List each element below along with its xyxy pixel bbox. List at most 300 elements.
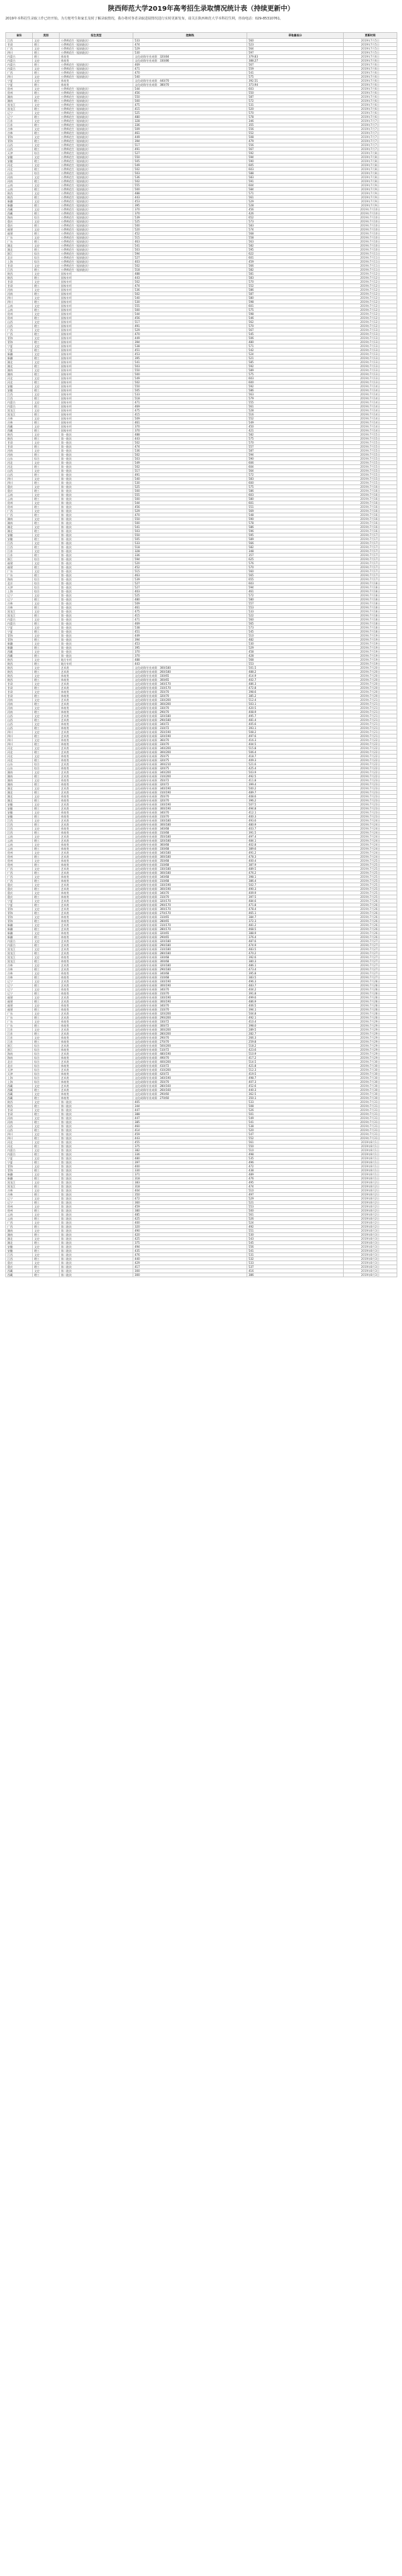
cell-category: 文史 [33,352,60,357]
cell-min-score: 487.6 [247,940,344,944]
cell-control-line: 509 [133,417,247,421]
cell-control-line: 475 [133,610,247,614]
cell-category: 文史 [33,1036,60,1040]
cell-province: 内蒙古 [6,59,33,63]
cell-category: 理工 [33,1040,60,1044]
cell-province: 青海 [6,634,33,638]
cell-control-line: 502 [133,381,247,385]
cell-min-score: 392.51 [247,79,344,83]
cell-control-line: 549 [133,164,247,168]
cell-min-score: 578 [247,521,344,525]
cell-control-line: 文化成绩/专业成绩：330/180 [133,867,247,871]
cell-control-line: 文化成绩/专业成绩：320/70 [133,694,247,698]
cell-min-score: 472 [247,1165,344,1169]
cell-admission-type: 第二批次 [60,1137,133,1141]
cell-admission-type: 第一批次 [60,445,133,449]
cell-control-line: 文化成绩/专业成绩：330/68 [133,847,247,851]
cell-update-time: 2019年7月12日 [344,324,397,328]
cell-province: 广东 [6,1020,33,1024]
cell-province: 安徽 [6,389,33,393]
cell-control-line: 文化成绩/专业成绩：310/190 [133,791,247,795]
cell-category: 文史 [33,602,60,606]
cell-category: 理工 [33,919,60,923]
cell-province: 黑龙江 [6,956,33,960]
cell-category: 理工 [33,248,60,252]
cell-min-score: 566 [247,264,344,268]
cell-min-score: 606 [247,461,344,465]
cell-province: 河北 [6,751,33,755]
cell-province: 四川 [6,296,33,300]
cell-province: 内蒙古 [6,1153,33,1157]
cell-control-line: 502 [133,180,247,184]
cell-admission-type: 公费师范生（提前批次） [60,111,133,115]
cell-control-line: 文化成绩/专业成绩：330/190 [133,883,247,887]
cell-admission-type: 公费师范生（提前批次） [60,164,133,168]
cell-control-line: 文化成绩/专业成绩：300/190 [133,1000,247,1004]
cell-update-time: 2019年7月16日 [344,517,397,521]
cell-control-line: 525 [133,485,247,489]
cell-min-score: 523 [247,43,344,47]
cell-update-time: 2019年7月10日 [344,224,397,228]
cell-admission-type: 体育类 [60,710,133,714]
cell-admission-type: 艺术类 [60,1028,133,1032]
cell-min-score: 550 [247,1145,344,1149]
cell-province: 江西 [6,541,33,545]
cell-province: 河北 [6,461,33,465]
cell-min-score: 560 [247,618,344,622]
cell-update-time: 2019年7月24日 [344,835,397,839]
cell-category: 文史 [33,47,60,51]
cell-category: 文史 [33,803,60,807]
cell-category: 文史 [33,280,60,284]
cell-admission-type: 公费师范生（提前批次） [60,91,133,95]
cell-category: 文史 [33,1245,60,1249]
cell-category: 综合 [33,216,60,220]
cell-control-line: 文化成绩/专业成绩：340/200 [133,771,247,775]
cell-category: 文史 [33,827,60,831]
cell-province: 贵州 [6,855,33,859]
cell-min-score: 484.1 [247,839,344,843]
cell-category: 理工 [33,489,60,493]
cell-control-line: 394 [133,139,247,143]
cell-category: 理工 [33,421,60,425]
cell-control-line: 414 [133,1129,247,1133]
cell-update-time: 2019年7月25日 [344,863,397,867]
cell-control-line: 文化成绩/专业成绩：320/180 [133,714,247,718]
cell-control-line: 文化成绩/专业成绩：290/200 [133,1016,247,1020]
cell-control-line: 375 [133,1145,247,1149]
cell-update-time: 2019年7月25日 [344,891,397,895]
cell-min-score: 496 [247,1161,344,1165]
cell-update-time: 2019年7月29日 [344,1044,397,1048]
cell-min-score: 395.8 [247,972,344,976]
cell-province: 宁夏 [6,83,33,87]
cell-update-time: 2019年7月16日 [344,525,397,529]
cell-min-score: 565 [247,574,344,578]
cell-control-line: 488 [133,272,247,276]
cell-admission-type: 公费师范生（提前批次） [60,95,133,99]
cell-control-line: 397 [133,1161,247,1165]
cell-province: 黑龙江 [6,103,33,107]
cell-province: 山西 [6,320,33,324]
cell-update-time: 2019年8月3日 [344,1241,397,1245]
cell-min-score: 474.9 [247,944,344,948]
cell-category: 理工 [33,316,60,320]
cell-province: 广东 [6,1012,33,1016]
cell-province: 江西 [6,545,33,550]
cell-min-score: 601 [247,256,344,260]
cell-admission-type: 艺术类 [60,787,133,791]
cell-control-line: 520 [133,562,247,566]
cell-category: 文史 [33,658,60,662]
cell-control-line: 461 [133,606,247,610]
cell-min-score: 497.4 [247,835,344,839]
cell-control-line: 435 [133,1249,247,1253]
cell-category: 理工 [33,944,60,948]
cell-admission-type: 第二批次 [60,1213,133,1217]
cell-update-time: 2019年7月18日 [344,618,397,622]
cell-min-score: 465.1 [247,911,344,915]
cell-province: 河北 [6,755,33,759]
cell-update-time: 2019年7月26日 [344,899,397,903]
cell-control-line: 475 [133,409,247,413]
cell-province: 江西 [6,1257,33,1261]
cell-control-line: 文化成绩/专业成绩：310/70 [133,992,247,996]
cell-category: 文史 [33,1157,60,1161]
cell-admission-type: 公费师范生（提前批次） [60,192,133,196]
cell-province: 黑龙江 [6,960,33,964]
cell-min-score: 425.4 [247,767,344,771]
cell-province: 安徽 [6,807,33,811]
cell-province: 云南 [6,847,33,851]
cell-admission-type: 体育类 [60,1040,133,1044]
cell-min-score: 512.4 [247,698,344,702]
page-title: 陕西师范大学2019年高考招生录取情况统计表（持续更新中） [108,5,294,13]
cell-admission-type: 艺术类 [60,867,133,871]
cell-min-score: 584 [247,188,344,192]
cell-admission-type: 第一批次 [60,634,133,638]
cell-province: 江苏 [6,1028,33,1032]
cell-min-score: 400.3 [247,815,344,819]
cell-province: 西藏 [6,654,33,658]
cell-min-score: 545 [247,332,344,336]
cell-province: 甘肃 [6,690,33,694]
cell-update-time: 2019年7月9日 [344,200,397,204]
cell-min-score: 408.9 [247,710,344,714]
cell-province: 黑龙江 [6,107,33,111]
cell-control-line: 文化成绩/专业成绩：280/180 [133,952,247,956]
cell-update-time: 2019年7月27日 [344,948,397,952]
cell-admission-type: 公费师范生（提前批次） [60,123,133,127]
cell-update-time: 2019年7月14日 [344,405,397,409]
cell-category: 理工 [33,131,60,135]
cell-min-score: 289.5 [247,1028,344,1032]
cell-province: 辽宁 [6,115,33,119]
cell-admission-type: 第一批次 [60,493,133,497]
cell-admission-type: 公费师范生（提前批次） [60,260,133,264]
cell-control-line: 456 [133,91,247,95]
cell-admission-type: 体育类 [60,919,133,923]
cell-min-score: 541 [247,1249,344,1253]
cell-control-line: 文化成绩/专业成绩：340/68 [133,827,247,831]
cell-update-time: 2019年8月1日 [344,1177,397,1181]
cell-control-line: 文化成绩/专业成绩：320/180 [133,940,247,944]
cell-province: 贵州 [6,859,33,863]
cell-category: 理工 [33,1273,60,1277]
cell-admission-type: 体育类 [60,863,133,867]
cell-province: 上海 [6,260,33,264]
cell-min-score: 362.5 [247,1092,344,1096]
cell-province: 北京 [6,1060,33,1064]
cell-min-score: 518.2 [247,1044,344,1048]
cell-admission-type: 第二批次 [60,1124,133,1129]
cell-min-score: 556 [247,143,344,147]
cell-update-time: 2019年7月21日 [344,730,397,734]
cell-min-score: 495 [247,1181,344,1185]
cell-admission-type: 公费师范生（提前批次） [60,204,133,208]
cell-min-score: 557 [247,602,344,606]
cell-update-time: 2019年7月31日 [344,1133,397,1137]
cell-min-score: 588 [247,172,344,176]
cell-update-time: 2019年7月21日 [344,698,397,702]
cell-update-time: 2019年7月6日 [344,95,397,99]
cell-province: 四川 [6,300,33,304]
cell-province: 内蒙古 [6,63,33,67]
cell-control-line: 515 [133,570,247,574]
cell-min-score: 414.9 [247,674,344,678]
cell-update-time: 2019年7月19日 [344,650,397,654]
cell-control-line: 文化成绩/专业成绩：310/70 [133,1008,247,1012]
column-header-province: 省份 [6,33,33,39]
cell-category: 理工 [33,99,60,103]
cell-min-score: 503.9 [247,771,344,775]
cell-control-line: 350 [133,1193,247,1197]
cell-province: 广东 [6,570,33,574]
cell-update-time: 2019年7月12日 [344,276,397,280]
cell-admission-type: 国家专项 [60,320,133,324]
cell-min-score: 587 [247,449,344,453]
cell-update-time: 2019年8月2日 [344,1205,397,1209]
cell-control-line: 502 [133,453,247,457]
cell-province: 河南 [6,706,33,710]
cell-control-line: 555 [133,304,247,308]
cell-update-time: 2019年8月1日 [344,1141,397,1145]
table-header-row [6,33,397,39]
cell-update-time: 2019年7月26日 [344,931,397,936]
cell-control-line: 文化成绩/专业成绩：340/70 [133,891,247,895]
cell-control-line: 文化成绩/专业成绩：340/68 [133,875,247,879]
cell-category: 文史 [33,851,60,855]
cell-province: 贵州 [6,312,33,316]
cell-category: 文史 [33,626,60,630]
cell-control-line: 491 [133,473,247,477]
cell-admission-type: 第二批次 [60,1261,133,1265]
cell-province: 宁夏 [6,344,33,348]
cell-min-score: 586 [247,288,344,292]
cell-update-time: 2019年7月16日 [344,521,397,525]
cell-province: 河北 [6,164,33,168]
cell-min-score: 389.6 [247,847,344,851]
cell-min-score: 484.6 [247,899,344,903]
cell-province: 宁夏 [6,79,33,83]
cell-category: 文史 [33,1133,60,1137]
cell-min-score: 502.7 [247,883,344,887]
cell-update-time: 2019年7月17日 [344,578,397,582]
cell-admission-type: 艺术类 [60,899,133,903]
cell-min-score: 512.3 [247,1068,344,1072]
cell-province: 宁夏 [6,626,33,630]
cell-category: 理工 [33,357,60,361]
cell-category: 理工 [33,188,60,192]
cell-category: 文史 [33,1100,60,1104]
cell-category: 文史 [33,1261,60,1265]
cell-control-line: 文化成绩/专业成绩：340/180 [133,851,247,855]
cell-province: 陕西 [6,1104,33,1108]
cell-admission-type: 艺术类 [60,666,133,670]
cell-category: 理工 [33,574,60,578]
cell-admission-type: 第一批次 [60,586,133,590]
cell-province: 安徽 [6,533,33,537]
cell-admission-type: 第二批次 [60,1197,133,1201]
cell-province: 山东 [6,767,33,771]
cell-category: 理工 [33,405,60,409]
cell-province: 广西 [6,332,33,336]
cell-update-time: 2019年7月19日 [344,662,397,666]
cell-control-line: 370 [133,425,247,429]
cell-update-time: 2019年7月19日 [344,642,397,646]
cell-update-time: 2019年7月21日 [344,706,397,710]
cell-update-time: 2019年7月25日 [344,871,397,875]
cell-control-line: 文化成绩/专业成绩：330/70 [133,743,247,747]
cell-control-line: 459 [133,1133,247,1137]
cell-min-score: 580 [247,497,344,501]
cell-control-line: 476 [133,1253,247,1257]
cell-update-time: 2019年7月21日 [344,718,397,722]
cell-update-time: 2019年7月6日 [344,67,397,71]
cell-category: 文史 [33,377,60,381]
cell-admission-type: 第一批次 [60,461,133,465]
cell-category: 理工 [33,1129,60,1133]
cell-category: 理工 [33,159,60,164]
cell-admission-type: 第一批次 [60,594,133,598]
cell-category: 理工 [33,1169,60,1173]
cell-admission-type: 艺术类 [60,771,133,775]
cell-admission-type: 艺术类 [60,751,133,755]
cell-control-line: 文化成绩/专业成绩：320/180 [133,839,247,843]
cell-province: 青海 [6,911,33,915]
cell-update-time: 2019年7月14日 [344,409,397,413]
cell-province: 河北 [6,747,33,751]
cell-min-score: 604 [247,465,344,469]
cell-admission-type: 体育类 [60,1020,133,1024]
cell-update-time: 2019年7月25日 [344,859,397,863]
cell-update-time: 2019年7月15日 [344,481,397,485]
cell-control-line: 517 [133,469,247,473]
cell-category: 文史 [33,1020,60,1024]
cell-control-line: 540 [133,75,247,79]
cell-category: 文史 [33,164,60,168]
cell-admission-type: 公费师范生（提前批次） [60,99,133,103]
cell-min-score: 510 [247,634,344,638]
cell-min-score: 560 [247,39,344,43]
cell-admission-type: 第一批次 [60,618,133,622]
cell-control-line: 403 [133,260,247,264]
cell-update-time: 2019年7月17日 [344,558,397,562]
cell-admission-type: 艺术类 [60,1000,133,1004]
cell-min-score: 555 [247,401,344,405]
cell-control-line: 544 [133,87,247,91]
cell-update-time: 2019年7月22日 [344,755,397,759]
cell-admission-type: 艺术类 [60,1044,133,1048]
cell-update-time: 2019年8月2日 [344,1193,397,1197]
cell-admission-type: 体育类 [60,1092,133,1096]
cell-min-score: 482 [247,638,344,642]
cell-control-line: 518 [133,268,247,272]
cell-province: 福建 [6,1008,33,1012]
cell-min-score: 586 [247,389,344,393]
cell-control-line: 385 [133,1120,247,1124]
cell-control-line: 文化成绩/专业成绩：410/200 [133,1068,247,1072]
cell-min-score: 483.7 [247,984,344,988]
cell-update-time: 2019年7月13日 [344,365,397,369]
cell-min-score: 478.4 [247,907,344,911]
cell-category: 文史 [33,940,60,944]
cell-min-score: 386 [247,1273,344,1277]
cell-admission-type: 艺术类 [60,698,133,702]
cell-update-time: 2019年7月12日 [344,300,397,304]
cell-update-time: 2019年7月23日 [344,787,397,791]
cell-admission-type: 艺术类 [60,996,133,1000]
cell-province: 广西 [6,513,33,517]
cell-admission-type: 公费师范生（提前批次） [60,224,133,228]
cell-control-line: 文化成绩/专业成绩：400/200 [133,1060,247,1064]
cell-min-score: 400.4 [247,859,344,863]
cell-min-score: 542 [247,348,344,352]
cell-admission-type: 公费师范生（提前批次） [60,268,133,272]
cell-admission-type: 体育类 [60,59,133,63]
cell-province: 甘肃 [6,1108,33,1112]
cell-update-time: 2019年7月14日 [344,429,397,433]
cell-admission-type: 公费师范生（提前批次） [60,232,133,236]
cell-category: 文史 [33,312,60,316]
cell-admission-type: 第一批次 [60,489,133,493]
cell-admission-type: 国家专项 [60,421,133,425]
cell-min-score: 398.6 [247,690,344,694]
cell-min-score: 488.2 [247,670,344,674]
cell-province: 内蒙古 [6,405,33,409]
cell-admission-type: 艺术类 [60,887,133,891]
cell-category: 理工 [33,759,60,763]
cell-update-time: 2019年7月31日 [344,1116,397,1120]
cell-province: 西藏 [6,429,33,433]
cell-min-score: 481.2 [247,923,344,927]
cell-admission-type: 国家专项 [60,417,133,421]
cell-category: 文史 [33,135,60,139]
cell-min-score: 357 [247,554,344,558]
cell-province: 辽宁 [6,594,33,598]
cell-control-line: 471 [133,618,247,622]
cell-province: 湖北 [6,1241,33,1245]
cell-province: 福建 [6,562,33,566]
cell-control-line: 440 [133,1257,247,1261]
cell-control-line: 451 [133,630,247,634]
cell-update-time: 2019年7月30日 [344,1080,397,1084]
cell-category: 文史 [33,996,60,1000]
cell-admission-type: 第一批次 [60,537,133,541]
intro-text: 2019年本科招生录取工作已经开始。为方便考生和家长及时了解录取情况，我办将对各省录取进展情况进行实时更新发布，请关注陕西师范大学本科招生网，咨询电话：029-85310761。 [5,17,283,21]
cell-admission-type: 国家专项 [60,296,133,300]
cell-province: 江西 [6,831,33,835]
